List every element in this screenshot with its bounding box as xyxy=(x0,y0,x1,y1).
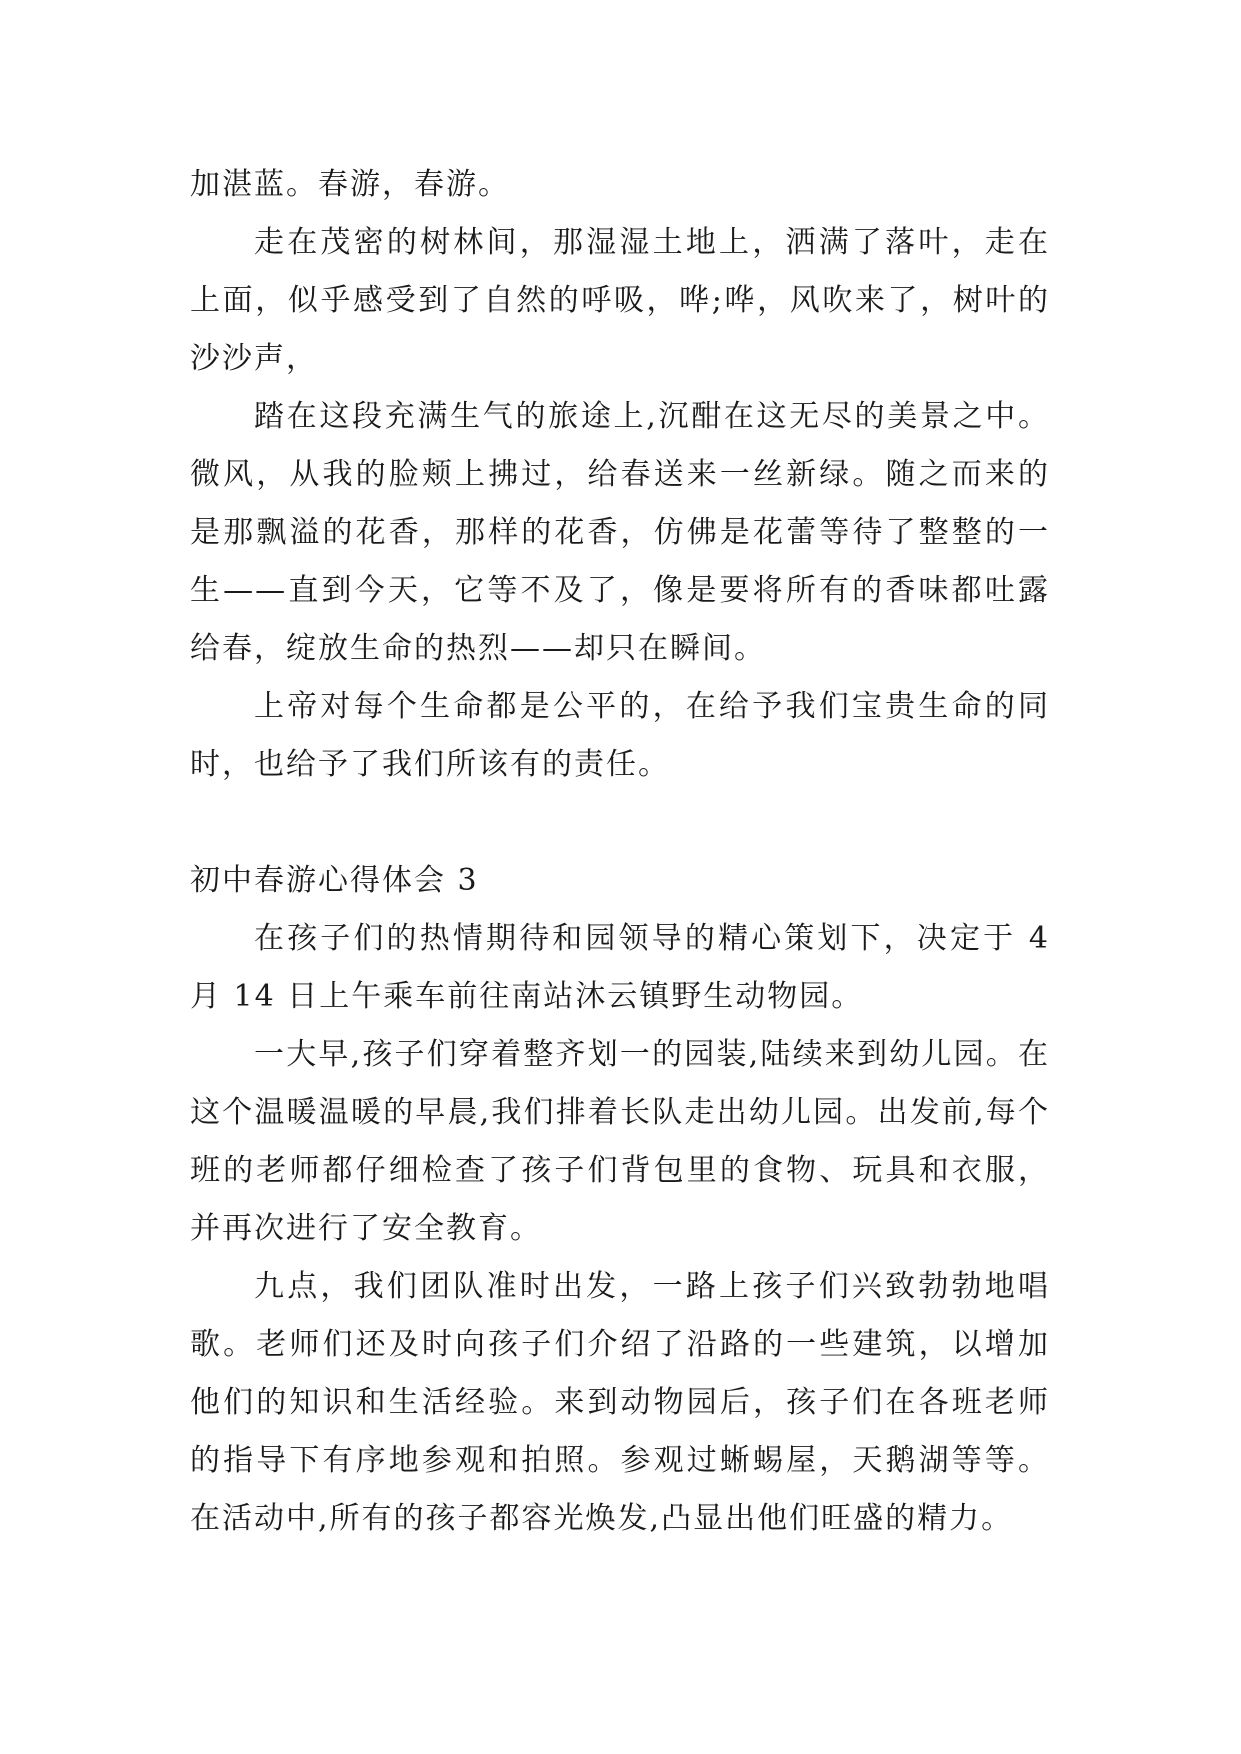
paragraph-zoo-visit: 九点，我们团队准时出发，一路上孩子们兴致勃勃地唱歌。老师们还及时向孩子们介绍了沿路的一些建筑，以增加他们的知识和生活经验。来到动物园后，孩子们在各班老师的指导下有序地参观和拍照。参观过蜥蜴屋，天鹅湖等等。在活动中,所有的孩子都容光焕发,凸显出他们旺盛的精力。 xyxy=(190,1269,1050,1536)
paragraph-responsibility: 上帝对每个生命都是公平的，在给予我们宝贵生命的同时，也给予了我们所该有的责任。 xyxy=(190,689,1050,782)
document-body xyxy=(190,156,1050,1548)
paragraph-forest-walk: 走在茂密的树林间，那湿湿土地上，洒满了落叶，走在上面，似乎感受到了自然的呼吸，哗;哗，风吹来了，树叶的沙沙声， xyxy=(190,225,1050,376)
paragraph-morning: 一大早,孩子们穿着整齐划一的园装,陆续来到幼儿园。在这个温暖温暖的早晨,我们排着长队走出幼儿园。出发前,每个班的老师都仔细检查了孩子们背包里的食物、玩具和衣服，并再次进行了安全教育。 xyxy=(190,1037,1050,1246)
paragraph-journey: 踏在这段充满生气的旅途上,沉酣在这无尽的美景之中。微风，从我的脸颊上拂过，给春送来一丝新绿。随之而来的是那飘溢的花香，那样的花香，仿佛是花蕾等待了整整的一生——直到今天，它等不及了，像是要将所有的香味都吐露给春，绽放生命的热烈——却只在瞬间。 xyxy=(190,399,1050,666)
section-heading: 初中春游心得体会 3 xyxy=(190,863,479,898)
paragraph-continuation: 加湛蓝。春游，春游。 xyxy=(190,167,510,202)
paragraph-plan: 在孩子们的热情期待和园领导的精心策划下，决定于 4 月 14 日上午乘车前往南站沐云镇野生动物园。 xyxy=(190,921,1050,1014)
